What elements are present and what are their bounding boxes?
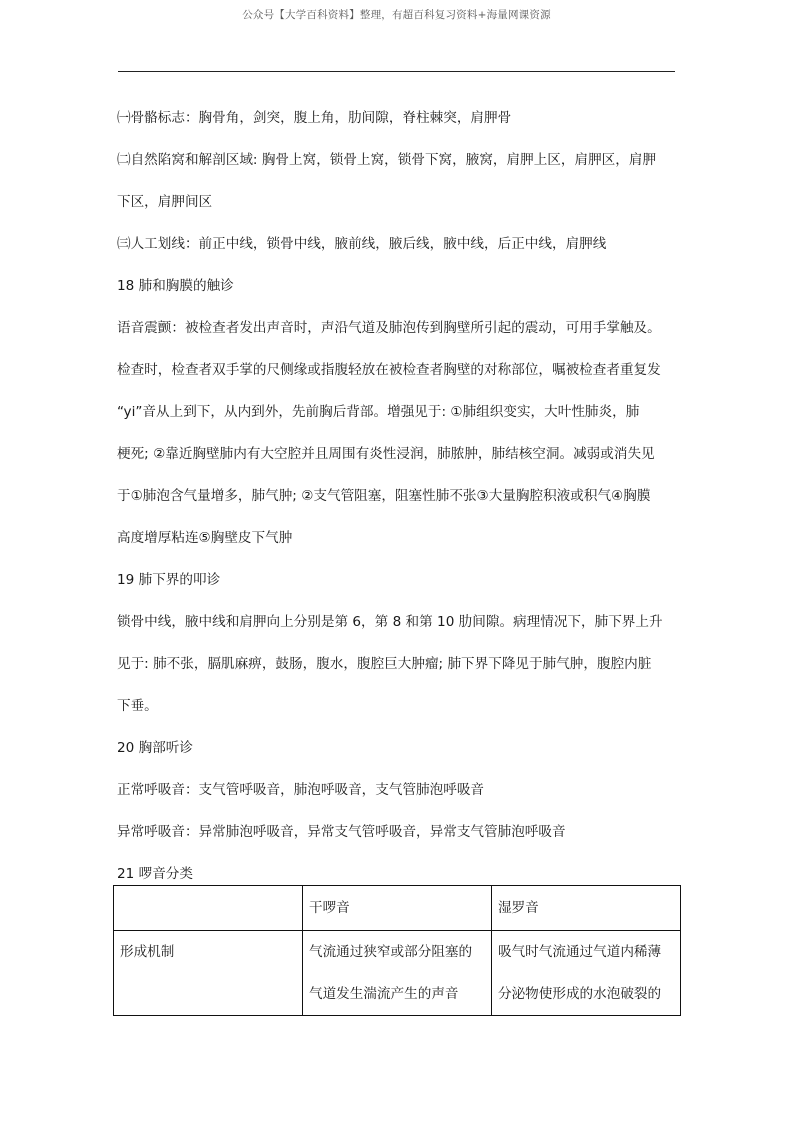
table-row bbox=[114, 931, 681, 1016]
section-heading: 21 啰音分类 bbox=[117, 866, 193, 882]
table-cell-text: 气流通过狭窄或部分阻塞的 bbox=[309, 944, 473, 960]
table-header-cell-wet: 湿罗音 bbox=[492, 886, 681, 931]
text-line: 梗死; ②靠近胸壁肺内有大空腔并且周围有炎性浸润，肺脓肿，肺结核空洞。减弱或消失见 bbox=[117, 446, 655, 462]
text-line: 高度增厚粘连⑤胸壁皮下气肿 bbox=[117, 530, 293, 546]
text-line: 于①肺泡含气量增多，肺气肿; ②支气管阻塞，阻塞性肺不张③大量胸腔积液或积气④胸膜 bbox=[117, 488, 651, 504]
table-header-cell-empty bbox=[114, 886, 303, 931]
text-line: 下区，肩胛间区 bbox=[117, 194, 213, 210]
text-line: 正常呼吸音：支气管呼吸音，肺泡呼吸音，支气管肺泡呼吸音 bbox=[117, 782, 485, 798]
text-line: “yi”音从上到下，从内到外，先前胸后背部。增强见于: ①肺组织变实，大叶性肺炎，肺 bbox=[117, 404, 640, 420]
table-cell-dry bbox=[303, 931, 492, 1016]
table-cell-text: 吸气时气流通过气道内稀薄 bbox=[498, 944, 662, 960]
table-cell-text: 形成机制 bbox=[120, 944, 175, 960]
text-line: 检查时，检查者双手掌的尺侧缘或指腹轻放在被检查者胸壁的对称部位，嘱被检查者重复发 bbox=[117, 362, 661, 378]
header-rule bbox=[118, 71, 675, 72]
text-line: 异常呼吸音：异常肺泡呼吸音，异常支气管呼吸音，异常支气管肺泡呼吸音 bbox=[117, 824, 566, 840]
table-cell-wet bbox=[492, 931, 681, 1016]
rale-classification-table bbox=[113, 885, 681, 1016]
text-line: 语音震颤：被检查者发出声音时，声沿气道及肺泡传到胸壁所引起的震动，可用手掌触及。 bbox=[117, 320, 661, 336]
table-header-cell-dry: 干啰音 bbox=[303, 886, 492, 931]
text-line: ㈢人工划线：前正中线，锁骨中线，腋前线，腋后线，腋中线，后正中线，肩胛线 bbox=[117, 236, 607, 252]
text-line: 见于: 肺不张，膈肌麻痹，鼓肠，腹水，腹腔巨大肿瘤; 肺下界下降见于肺气肿，腹腔内脏 bbox=[117, 656, 652, 672]
text-line: 下垂。 bbox=[117, 698, 158, 714]
section-heading: 20 胸部听诊 bbox=[117, 740, 193, 756]
text-line: 锁骨中线，腋中线和肩胛向上分别是第 6，第 8 和第 10 肋间隙。病理情况下，肺下界上升 bbox=[117, 614, 663, 630]
table-cell-label bbox=[114, 931, 303, 1016]
text-line: ㈠骨骼标志：胸骨角，剑突，腹上角，肋间隙，脊柱棘突，肩胛骨 bbox=[117, 110, 512, 126]
table-cell-text: 气道发生湍流产生的声音 bbox=[309, 986, 459, 1002]
section-heading: 19 肺下界的叩诊 bbox=[117, 572, 221, 588]
page-header: 公众号【大学百科资料】整理，有超百科复习资料+海量网课资源 bbox=[242, 9, 551, 21]
table-cell-text: 分泌物使形成的水泡破裂的 bbox=[498, 986, 662, 1002]
text-line: ㈡自然陷窝和解剖区域: 胸骨上窝，锁骨上窝，锁骨下窝，腋窝，肩胛上区，肩胛区，肩胛 bbox=[117, 152, 657, 168]
table-header-row bbox=[114, 886, 681, 931]
section-heading: 18 肺和胸膜的触诊 bbox=[117, 278, 234, 294]
document-body bbox=[117, 103, 680, 901]
